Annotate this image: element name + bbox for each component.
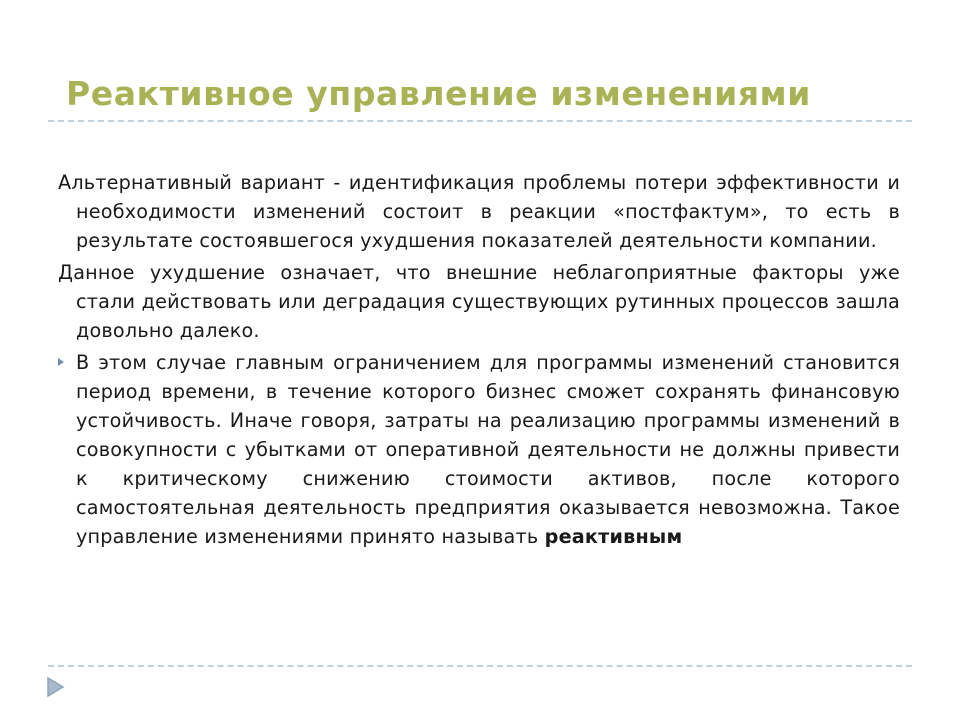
paragraph-alternative: Альтернативный вариант - идентификация проблемы потери эффективности и необходимости изменений состоит в реакции «постфактум», то есть в результате состоявшегося ухудшения показателей деятельности компании. <box>58 171 900 252</box>
title-divider <box>48 120 912 122</box>
next-slide-arrow-icon[interactable] <box>45 676 65 698</box>
triangle-bullet-icon <box>58 358 64 366</box>
emphasis-term: реактивным <box>544 525 683 548</box>
slide-title: Реактивное управление изменениями <box>66 74 811 113</box>
footer-divider <box>48 665 912 667</box>
slide-body <box>58 168 900 554</box>
paragraph-deterioration: Данное ухудшение означает, что внешние неблагоприятные факторы уже стали действовать или деградация существующих рутинных процессов зашла довольно далеко. <box>58 261 900 342</box>
bullet-paragraph-text: В этом случае главным ограничением для программы изменений становится период времени, в течение которого бизнес сможет сохранять финансовую устойчивость. Иначе говоря, затраты на реализацию программы изменений в совокупности с убытками от оперативной деятельности не должны привести к критическому снижению стоимости активов, после которого самостоятельная деятельность предприятия оказывается невозможна. Такое управление изменениями принято называть <box>76 351 900 548</box>
bullet-paragraph-constraint <box>58 348 900 551</box>
